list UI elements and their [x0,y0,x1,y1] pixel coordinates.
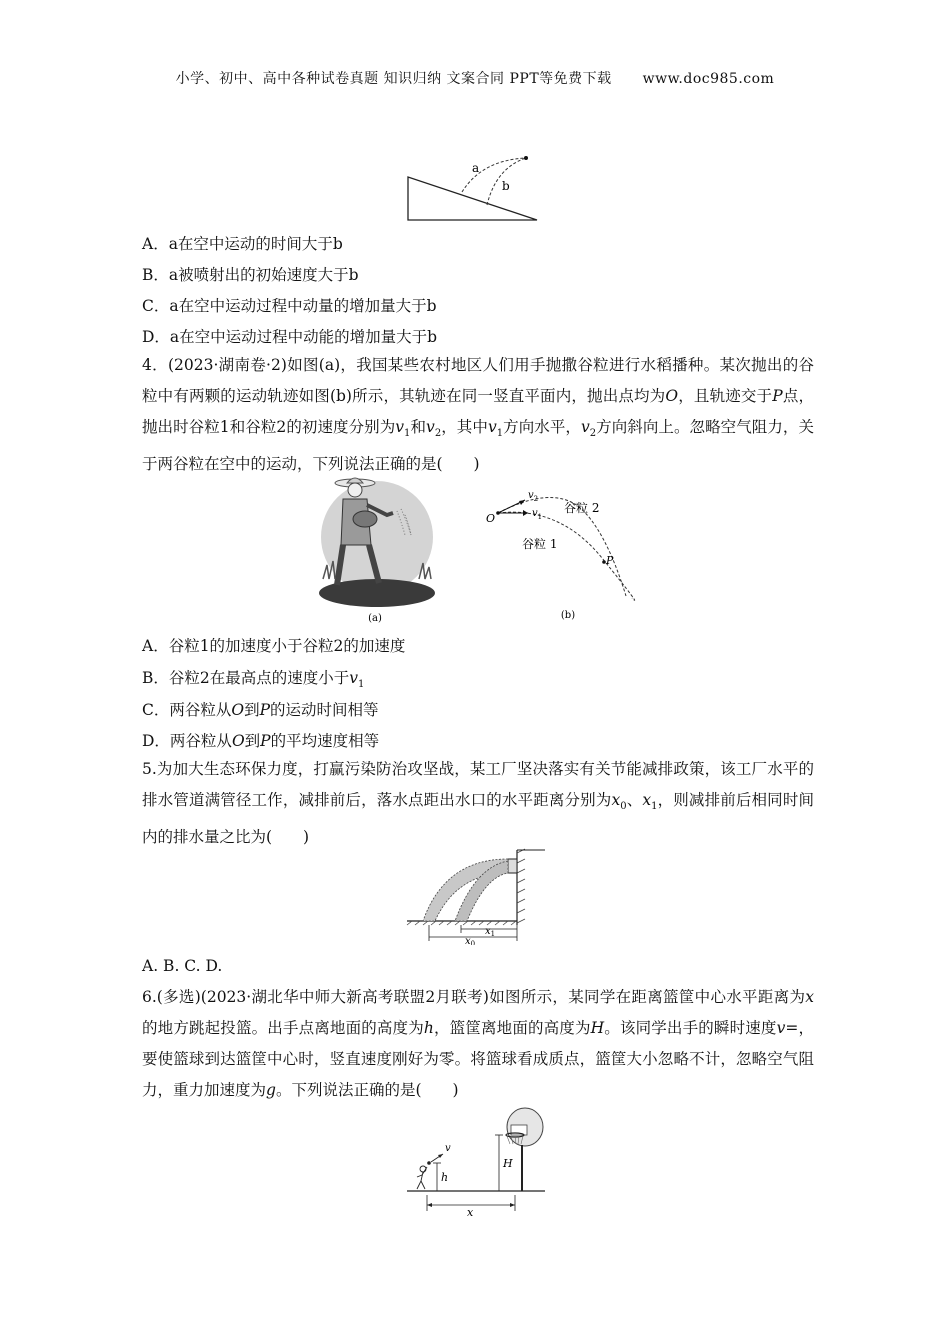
q4-stem: 4．(2023·湖南卷·2)如图(a)，我国某些农村地区人们用手抛撒谷粒进行水稻播种。某次抛出的谷粒中有两颗的运动轨迹如图(b)所示，其轨迹在同一竖直平面内，抛出点均为O，且轨迹交于P点，抛出时谷粒1和谷粒2的初速度分别为$v_1$和$v_2$，其中$v_1$方向水平，$v_2$方向斜向上。忽略空气阻力，关于两谷粒在空中的运动，下列说法正确的是( ) [142,356,814,474]
q5-stem: 5.为加大生态环保力度，打赢污染防治攻坚战，某工厂坚决落实有关节能减排政策，该工厂水平的排水管道满管径工作，减排前后，落水点距出水口的水平距离分别为$x_0$、$x_1$，则减排前后相同时间内的排水量之比为( ) [142,760,814,847]
basketball-figure [405,1105,550,1220]
fig-b-grain1: 谷粒 1 [522,537,558,551]
incline-figure [400,150,545,225]
grain-trajectory-figure [480,478,640,628]
fig-a-caption: (a) [368,613,382,624]
fig5-x0: $x_0$ [465,936,476,945]
fig1-label-b: b [502,179,510,193]
fig6-v: v [445,1143,451,1154]
q6-stem: 6.(多选)(2023·湖北华中师大新高考联盟2月联考)如图所示，某同学在距离篮筐中心水平距离为x的地方跳起投篮。出手点离地面的高度为h，篮筐离地面的高度为H。该同学出手的瞬时速度v=，要使篮球到达篮筐中心时，竖直速度刚好为零。将篮球看成质点，篮筐大小忽略不计，忽略空气阻力，重力加速度为g。下列说法正确的是( ) [142,988,814,1099]
q3-option-c: C．a在空中运动过程中动量的增加量大于b [142,297,437,315]
fig-b-caption: (b) [560,610,576,621]
q3-option-a: A．a在空中运动的时间大于b [142,235,343,253]
q5-options: A. B. C. D. [142,957,223,975]
fig5-x1: $x_1$ [485,926,496,938]
drain-pipe-figure [405,845,550,945]
q4-option-a: A．谷粒1的加速度小于谷粒2的加速度 [142,637,406,655]
fig-b-v2: $v_2$ [528,490,539,503]
q4-option-b: B．谷粒2在最高点的速度小于$v_1$ [142,669,365,691]
q3-option-b: B．a被喷射出的初始速度大于b [142,266,359,284]
fig1-label-a: a [472,161,480,175]
header-text: 小学、初中、高中各种试卷真题 知识归纳 文案合同 PPT等免费下载 [175,71,612,87]
fig6-x: x [467,1206,474,1219]
fig-b-v1: $v_1$ [532,508,543,521]
fig-b-O: O [486,512,496,525]
fig6-H: H [503,1157,513,1170]
farmer-sowing-figure [315,475,450,625]
fig-b-grain2: 谷粒 2 [564,501,600,515]
fig-b-P: P [606,554,614,567]
fig6-h: h [441,1171,449,1184]
header-site: www.doc985.com [642,71,775,87]
q4-option-d: D．两谷粒从O到P的平均速度相等 [142,732,380,750]
q4-option-c: C．两谷粒从O到P的运动时间相等 [142,701,379,719]
q3-option-d: D．a在空中运动过程中动能的增加量大于b [142,328,438,346]
page-header [0,68,950,88]
